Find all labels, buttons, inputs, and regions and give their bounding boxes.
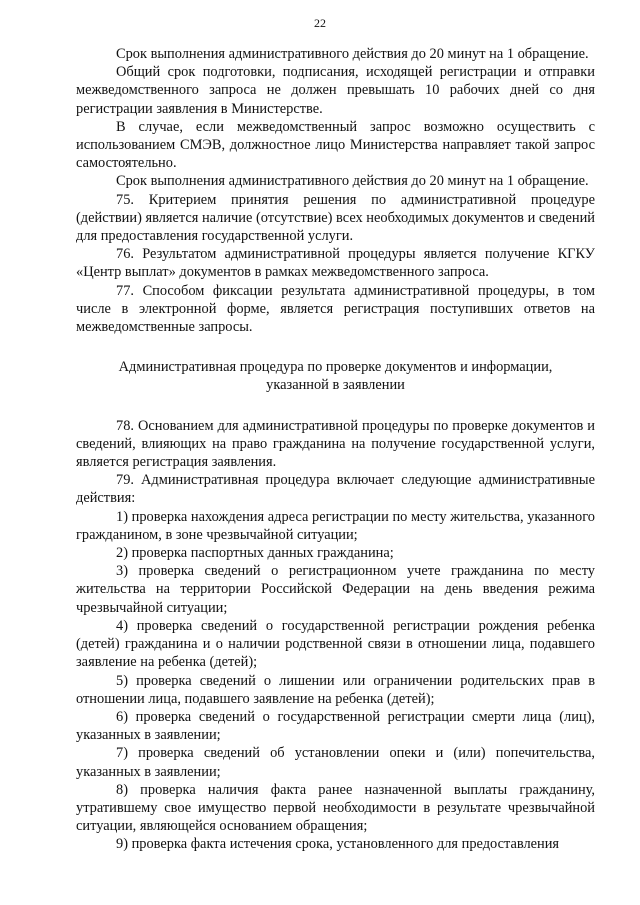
section-heading-line-1: Административная процедура по проверке документов и информации,: [118, 359, 553, 376]
paragraph-77: 77. Способом фиксации результата административной процедуры, в том числе в электронной форме, является регистрация поступивших ответов на межведомственные запросы.: [76, 282, 595, 336]
list-item-8: 8) проверка наличия факта ранее назначенной выплаты гражданину, утратившему свое имущество первой необходимости в результате чрезвычайной ситуации, являющейся основанием обращения;: [76, 781, 595, 835]
list-item-6: 6) проверка сведений о государственной регистрации смерти лица (лиц), указанных в заявлении;: [76, 708, 595, 744]
paragraph-75: 75. Критерием принятия решения по административной процедуре (действии) является наличие (отсутствие) всех необходимых документов и сведений для предоставления государственной услуги.: [76, 191, 595, 245]
page-number: 22: [314, 16, 326, 30]
paragraph-78: 78. Основанием для административной процедуры по проверке документов и сведений, влияющих на право гражданина на получение государственной услуги, является регистрация заявления.: [76, 417, 595, 471]
list-item-3: 3) проверка сведений о регистрационном учете гражданина по месту жительства на территории Российской Федерации на день введения режима чрезвычайной ситуации;: [76, 563, 595, 616]
paragraph-76: 76. Результатом административной процедуры является получение КГКУ «Центр выплат» документов в рамках межведомственного запроса.: [76, 246, 595, 281]
list-item-5: 5) проверка сведений о лишении или ограничении родительских прав в отношении лица, подавшего заявление на ребенка (детей);: [76, 672, 595, 707]
list-item-2: 2) проверка паспортных данных гражданина;: [116, 545, 394, 562]
document-body: [76, 45, 595, 854]
paragraph-79: 79. Административная процедура включает следующие административные действия:: [76, 472, 595, 507]
list-item-4: 4) проверка сведений о государственной регистрации рождения ребенка (детей) гражданина и о наличии родственной связи в отношении лица, подавшего заявление на ребенка (детей);: [76, 617, 595, 671]
list-item-9: 9) проверка факта истечения срока, установленного для предоставления: [116, 836, 560, 853]
section-heading-line-2: указанной в заявлении: [266, 377, 405, 394]
paragraph-smev: В случае, если межведомственный запрос возможно осуществить с использованием СМЭВ, должностное лицо Министерства направляет такой запрос самостоятельно.: [76, 118, 595, 172]
paragraph-deadline-2: Срок выполнения административного действия до 20 минут на 1 обращение.: [116, 173, 589, 190]
section-heading: [76, 358, 595, 394]
list-item-1: 1) проверка нахождения адреса регистрации по месту жительства, указанного гражданином, в зоне чрезвычайной ситуации;: [76, 508, 595, 543]
paragraph-deadline-1: Срок выполнения административного действия до 20 минут на 1 обращение.: [116, 46, 589, 62]
list-item-7: 7) проверка сведений об установлении опеки и (или) попечительства, указанных в заявлении;: [76, 745, 595, 780]
paragraph-total-term: Общий срок подготовки, подписания, исходящей регистрации и отправки межведомственного запроса не должен превышать 10 рабочих дней со дня регистрации заявления в Министерстве.: [76, 64, 595, 117]
